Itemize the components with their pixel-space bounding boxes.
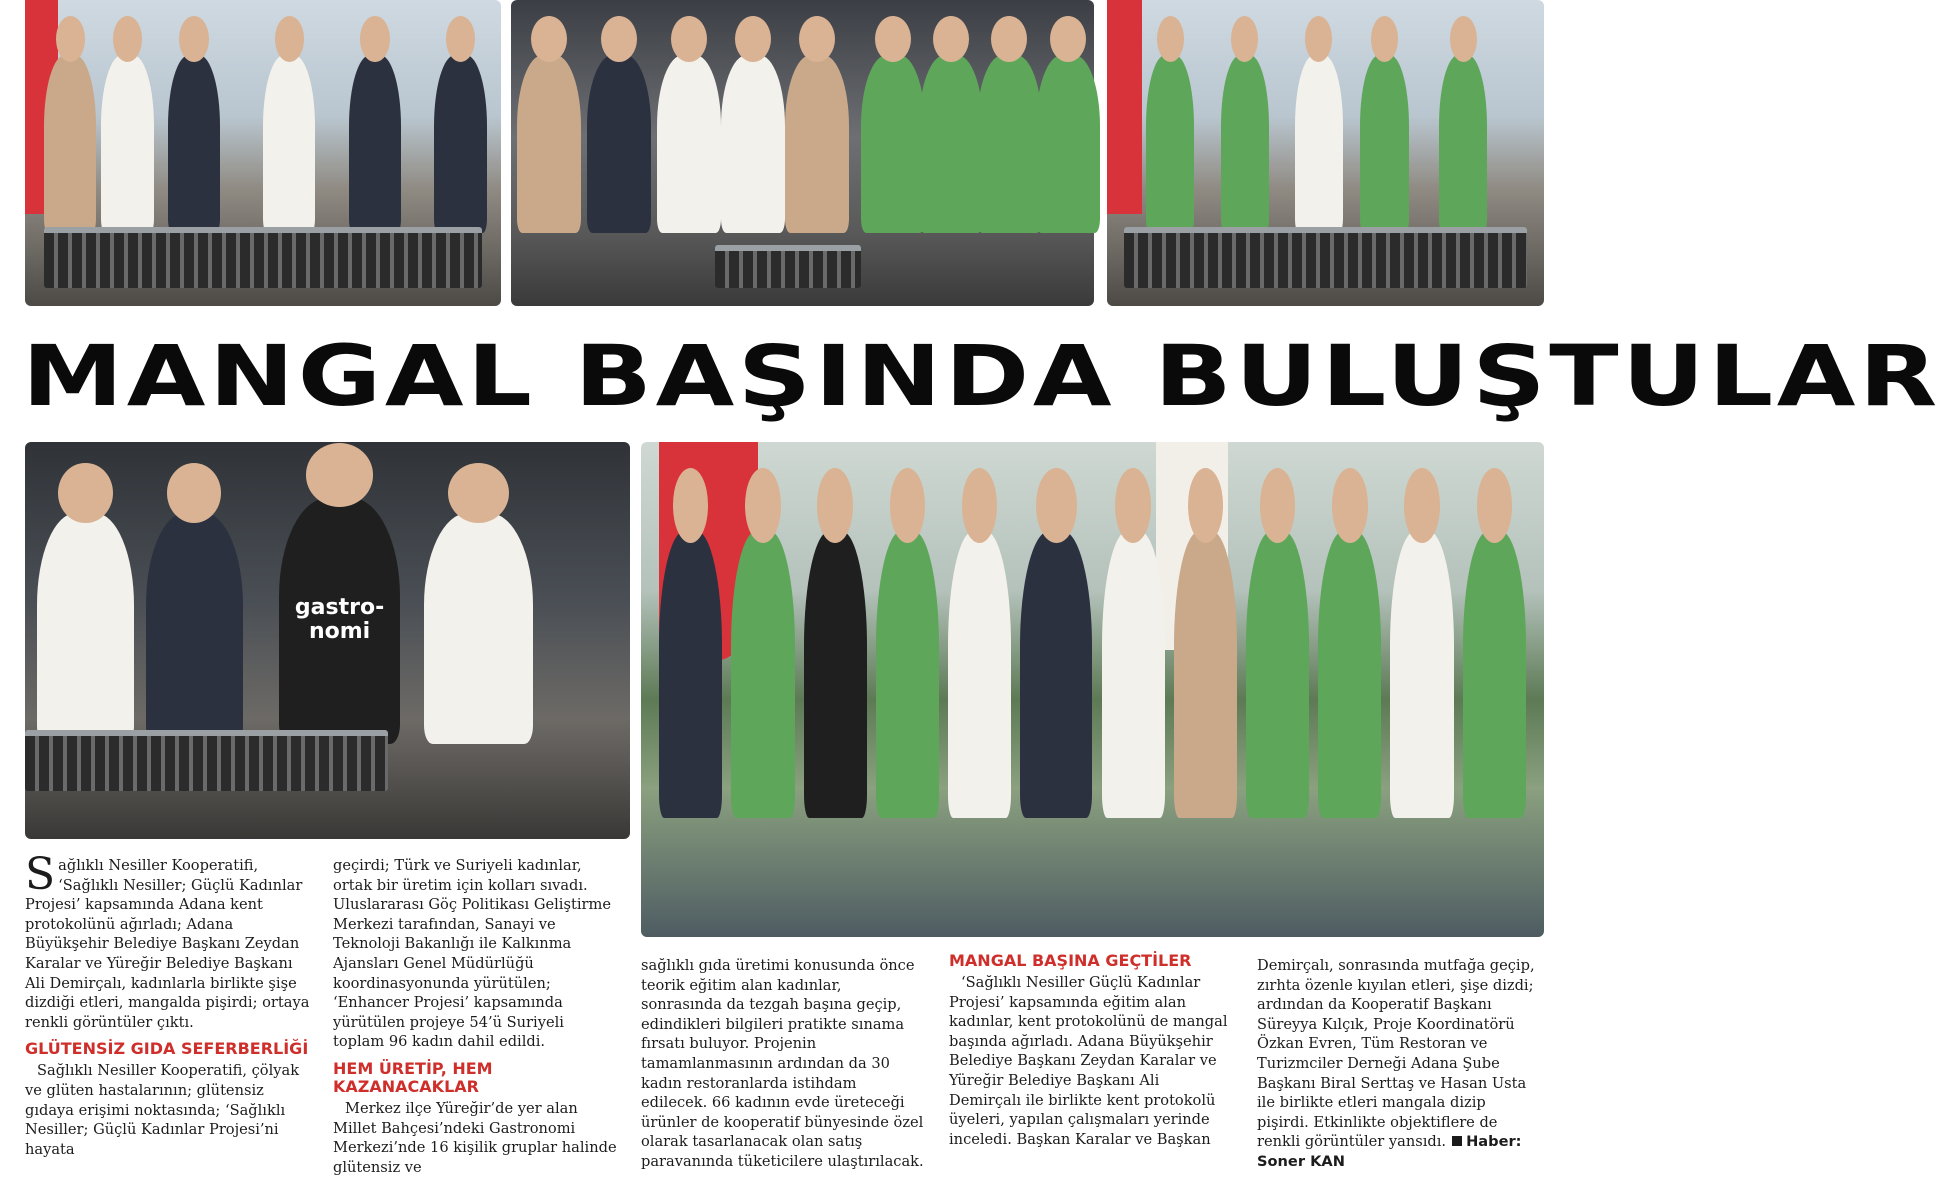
article-column-3 bbox=[641, 956, 926, 1172]
article-column-2 bbox=[333, 856, 618, 1177]
paragraph: sağlıklı gıda üretimi konusunda önce teorik eğitim alan kadınlar, sonrasında da tezgah başına geçip, edindikleri bilgileri pratikte sınama fırsatı buluyor. Projenin tamamlanmasının ardından da 30 kadın restoranlarda istihdam edilecek. 66 kadının evde üreteceği ürünler de kooperatif bünyesinde özel olarak tasarlanacak olan satış paravanında tüketicilere ulaştırılacak. bbox=[641, 957, 924, 1170]
byline: Haber: Soner KAN bbox=[1257, 1133, 1522, 1170]
banner-flag bbox=[1107, 0, 1142, 214]
article-column-5 bbox=[1257, 956, 1542, 1172]
apron-label: gastro-nomi bbox=[294, 595, 385, 645]
grill bbox=[715, 245, 861, 288]
subheading-hem-uretip: HEM ÜRETİP, HEM KAZANACAKLAR bbox=[333, 1058, 493, 1096]
grill bbox=[1124, 227, 1526, 288]
article-column-1 bbox=[25, 849, 310, 1159]
headline: MANGAL BAŞINDA BULUŞTULAR bbox=[22, 327, 1941, 425]
photo-group-park bbox=[641, 442, 1544, 937]
paragraph: geçirdi; Türk ve Suriyeli kadınlar, ortak bir üretim için kolları sıvadı. Uluslararası Göç Politikası Geliştirme Merkezi tarafından, Sanayi ve Teknoloji Bakanlığı ile Kalkınma Ajansları Genel Müdürlüğü koordinasyonunda yürütülen; ‘Enhancer Projesi’ kapsamında yürütülen projeye 54’ü Suriyeli toplam 96 kadın dahil edildi. bbox=[333, 857, 611, 1051]
paragraph: Sağlıklı Nesiller Kooperatifi, çölyak ve glüten hastalarının; glütensiz gıdaya erişimi noktasında; ‘Sağlıklı Nesiller; Güçlü Kadınlar Projesi’ni hayata bbox=[25, 1062, 300, 1158]
paragraph: ‘Sağlıklı Nesiller Güçlü Kadınlar Projesi’ kapsamında eğitim alan kadınlar, kent protokolünü de mangal başında ağırladı. Adana Büyükşehir Belediye Başkanı Zeydan Karalar ve Yüreğir Belediye Başkanı Ali Demirçalı ile birlikte kent protokolü üyeleri, yapılan çalışmaları yerinde inceledi. Başkan Karalar ve Başkan bbox=[949, 974, 1228, 1148]
grill bbox=[25, 730, 388, 792]
photo-group-thumbs-up bbox=[511, 0, 1094, 306]
photo-chef-gastronomi bbox=[25, 442, 630, 839]
photo-grill-officials bbox=[25, 0, 501, 306]
subheading-mangal-basina: MANGAL BAŞINA GEÇTİLER bbox=[949, 951, 1192, 970]
dropcap: S bbox=[25, 849, 56, 900]
photo-grill-green-aprons bbox=[1107, 0, 1544, 306]
subheading-glutensiz: GLÜTENSİZ GIDA SEFERBERLİĞİ bbox=[25, 1039, 309, 1059]
paragraph: Demirçalı, sonrasında mutfağa geçip, zırhta özenle kıyılan etleri, şişe dizdi; ardından da Kooperatif Başkanı Süreyya Kılçık, Proje Koordinatörü Özkan Evren, Tüm Restoran ve Turizmciler Derneği Adana Şube Başkanı Biral Serttaş ve Hasan Usta ile birlikte etleri mangala dizip pişirdi. Etkinlikte objektiflere de renkli görüntüler yansıdı. bbox=[1257, 957, 1535, 1151]
intro-text: ağlıklı Nesiller Kooperatifi, ‘Sağlıklı Nesiller; Güçlü Kadınlar Projesi’ kapsamında Adana kent protokolünü ağırladı; Adana Büyükşehir Belediye Başkanı Zeydan Karalar ve Yüreğir Belediye Başkanı Ali Demirçalı, kadınlarla birlikte şişe dizdiği etleri, mangalda pişirdi; ortaya renkli görüntüler çıktı. bbox=[25, 857, 310, 1031]
paragraph: Merkez ilçe Yüreğir’de yer alan Millet Bahçesi’ndeki Gastronomi Merkezi’nde 16 kişilik gruplar halinde glütensiz ve bbox=[333, 1099, 617, 1176]
grill bbox=[44, 227, 482, 288]
square-bullet-icon bbox=[1452, 1136, 1462, 1146]
article-column-4 bbox=[949, 948, 1234, 1149]
